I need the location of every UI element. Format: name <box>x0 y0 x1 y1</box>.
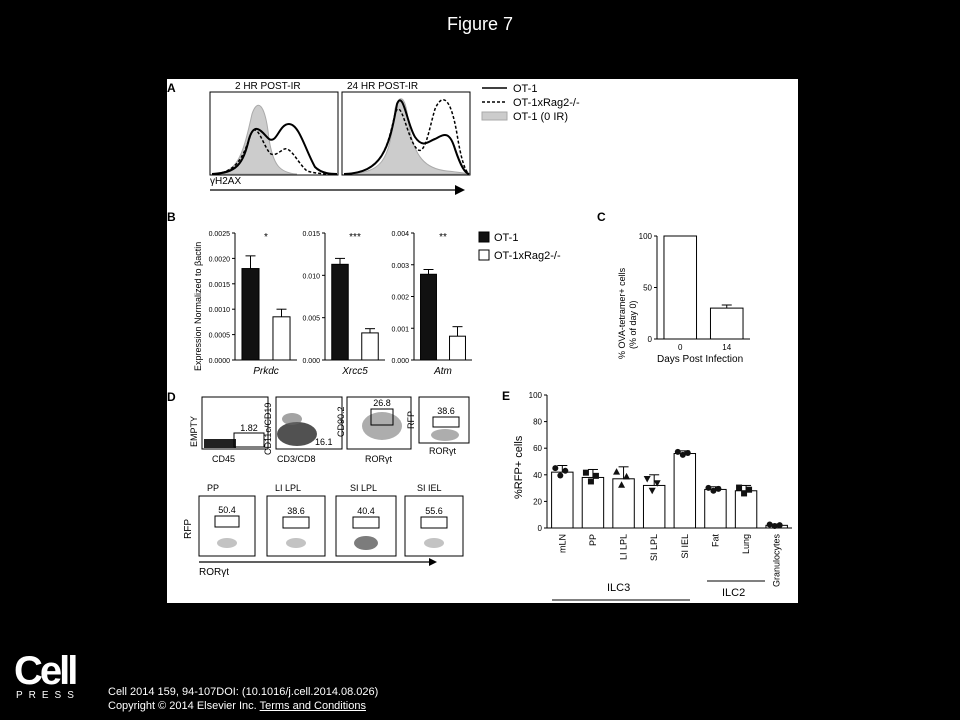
cell-press-logo <box>14 649 82 704</box>
group-label-ilc3: ILC3 <box>607 582 631 594</box>
panel-a-legend <box>482 83 580 123</box>
y-tick-label: 0.010 <box>302 273 320 281</box>
bar <box>332 264 349 360</box>
flow-plot-xlabel: RORγt <box>365 454 392 464</box>
legend-white-swatch <box>479 250 489 260</box>
panel-c-xlabel: Days Post Infection <box>657 354 744 365</box>
panel-b-label: B <box>167 210 176 224</box>
y-tick-label: 0.005 <box>302 315 320 323</box>
citation <box>108 685 378 713</box>
flow-plot <box>336 483 396 556</box>
figure-panel <box>167 79 798 603</box>
y-tick-label: 0.0015 <box>208 281 230 289</box>
x-tick-label: SI LPL <box>649 534 660 562</box>
data-point <box>746 487 752 493</box>
data-point <box>644 476 651 483</box>
legend-black-swatch <box>479 232 489 242</box>
bar <box>421 274 437 360</box>
gate-value: 40.4 <box>357 506 375 516</box>
panel-d-label: D <box>167 390 176 404</box>
x-tick-label: Lung <box>741 534 752 555</box>
panel-b-ylabel: Expression Normalized to βactin <box>193 241 203 371</box>
y-tick-label: 0.0020 <box>208 256 230 264</box>
data-point <box>675 449 681 455</box>
x-tick-label: 14 <box>722 343 732 352</box>
y-tick-label: 50 <box>643 283 652 293</box>
data-point <box>552 465 558 471</box>
y-tick-label: 0.0010 <box>208 307 230 315</box>
flow-cell-cluster <box>424 538 444 548</box>
bar <box>643 485 664 528</box>
histogram-gray-fill <box>212 105 297 174</box>
flow-plot <box>267 483 325 556</box>
flow-cell-cluster <box>277 422 317 446</box>
x-tick-label: SI IEL <box>679 534 690 559</box>
y-tick-label: 40 <box>533 470 542 480</box>
data-point <box>777 522 783 528</box>
y-tick-label: 60 <box>533 444 542 454</box>
flow-plot-title: SI LPL <box>350 483 378 493</box>
panel-a-plot2-title: 24 HR POST-IR <box>347 81 419 92</box>
significance-marker: ** <box>439 232 447 243</box>
legend-label-rag2: OT-1xRag2-/- <box>494 250 561 262</box>
flow-plot-xlabel: CD45 <box>212 454 236 464</box>
y-tick-label: 0.0025 <box>208 231 230 238</box>
flow-plot-ylabel: CD11c/CD19 <box>263 402 273 455</box>
data-point <box>557 472 563 478</box>
y-tick-label: 0 <box>647 335 652 344</box>
chart-atm <box>391 231 472 377</box>
copyright-text: Copyright © 2014 Elsevier Inc. <box>108 700 260 712</box>
data-point <box>736 485 742 491</box>
flow-cell-cluster <box>362 412 402 440</box>
y-tick-label: 100 <box>528 391 542 400</box>
data-point <box>583 470 589 476</box>
bar <box>362 333 379 360</box>
histogram-24hr <box>342 92 470 175</box>
flow-cell-cluster <box>282 413 302 425</box>
gate-value: 38.6 <box>437 406 455 416</box>
data-point <box>623 473 630 480</box>
gate-value: 55.6 <box>425 506 443 516</box>
chart-ova-tetramer <box>639 232 750 352</box>
panel-d-bottom-ylabel: RFP <box>183 519 194 539</box>
y-tick-label: 0.015 <box>302 231 320 238</box>
data-point <box>715 486 721 492</box>
bar <box>705 489 726 528</box>
flow-plot <box>405 483 463 556</box>
flow-plot-title: PP <box>207 483 220 493</box>
data-point <box>588 478 594 484</box>
bar <box>664 236 697 339</box>
bar <box>582 477 603 528</box>
chart-rfp-cells <box>529 391 792 587</box>
flow-plot <box>406 397 469 456</box>
flow-plot-ylabel: RFP <box>406 411 416 429</box>
histogram-2hr <box>210 92 338 175</box>
y-tick-label: 0.000 <box>391 358 409 365</box>
flow-plot <box>263 397 342 464</box>
flow-plot-xlabel: CD3/CD8 <box>277 454 316 464</box>
data-point <box>685 450 691 456</box>
chart-prkdc <box>209 231 297 377</box>
chart-xrcc5 <box>302 231 385 377</box>
panel-c-label: C <box>597 210 606 224</box>
panel-b-legend <box>479 232 561 262</box>
chart-title: Atm <box>434 366 452 377</box>
flow-plot <box>336 397 411 464</box>
bar <box>710 308 743 339</box>
panel-d-arrowhead <box>429 558 437 566</box>
x-tick-label: 0 <box>678 343 683 352</box>
legend-gray-swatch <box>482 112 507 120</box>
y-tick-label: 0.000 <box>302 358 320 365</box>
y-tick-label: 0.0005 <box>208 332 230 340</box>
data-point <box>593 473 599 479</box>
x-tick-label: mLN <box>557 534 568 554</box>
gate-value: 16.1 <box>315 437 333 447</box>
panel-e-label: E <box>502 389 511 403</box>
legend-label-0ir: OT-1 (0 IR) <box>513 111 569 123</box>
flow-gate <box>283 517 309 528</box>
data-point <box>613 468 620 475</box>
y-tick-label: 20 <box>533 497 542 507</box>
flow-cell-cluster <box>286 538 306 548</box>
flow-gate <box>234 433 264 447</box>
y-tick-label: 0.004 <box>391 231 409 238</box>
chart-title: Prkdc <box>253 366 279 377</box>
legend-label-ot1: OT-1 <box>494 232 519 244</box>
y-tick-label: 0.003 <box>391 262 409 270</box>
flow-cell-cluster <box>354 536 378 550</box>
data-point <box>705 485 711 491</box>
panel-d-bottom-xlabel: RORγt <box>199 567 229 578</box>
panel-a-plot1-title: 2 HR POST-IR <box>235 81 301 92</box>
gate-value: 26.8 <box>373 398 391 408</box>
significance-marker: *** <box>349 232 361 243</box>
group-label-ilc2: ILC2 <box>722 587 746 599</box>
flow-plot-title: LI LPL <box>275 483 302 493</box>
x-tick-label: PP <box>587 534 598 547</box>
citation-line1: Cell 2014 159, 94-107DOI: (10.1016/j.cell.2014.08.026) <box>108 686 379 698</box>
x-tick-label: Granulocytes <box>771 534 782 588</box>
figure-title: Figure 7 <box>446 14 514 34</box>
logo-sub: PRESS <box>16 690 80 701</box>
gate-value: 1.82 <box>240 423 258 433</box>
bar <box>552 472 573 528</box>
flow-gate <box>215 516 239 527</box>
bar <box>242 269 259 360</box>
panel-c-ylabel-2: (% of day 0) <box>628 300 638 349</box>
panel-e-ylabel: %RFP+ cells <box>513 435 525 499</box>
significance-marker: * <box>264 232 268 243</box>
flow-plot <box>199 483 255 556</box>
flow-cell-cluster <box>431 429 459 441</box>
panel-c-ylabel-1: % OVA-tetramer+ cells <box>617 267 627 359</box>
histogram-gray-fill <box>344 99 469 174</box>
citation-line2 <box>108 699 378 713</box>
flow-plot <box>189 397 268 464</box>
y-tick-label: 80 <box>533 417 542 427</box>
x-tick-label: LI LPL <box>618 534 629 561</box>
flow-plot-title: SI IEL <box>417 483 442 493</box>
legend-label-ot1: OT-1 <box>513 83 538 95</box>
flow-cell-cluster <box>217 538 237 548</box>
panel-a-xlabel: γH2AX <box>210 176 242 187</box>
flow-gate <box>353 517 379 528</box>
terms-link[interactable]: Terms and Conditions <box>259 700 366 712</box>
chart-title: Xrcc5 <box>342 366 368 377</box>
flow-plot-ylabel: CD90.2 <box>336 406 346 437</box>
logo-word: Cell <box>14 649 76 693</box>
flow-gate <box>433 417 459 427</box>
panel-a-arrowhead <box>455 185 465 195</box>
gate-value: 38.6 <box>287 506 305 516</box>
data-point <box>562 468 568 474</box>
gate-value: 50.4 <box>218 505 236 515</box>
bar <box>674 454 695 528</box>
panel-a-label: A <box>167 81 176 95</box>
x-tick-label: Fat <box>710 534 721 548</box>
y-tick-label: 0.001 <box>391 326 409 334</box>
flow-gate <box>421 517 447 528</box>
flow-cell-cluster <box>204 439 236 448</box>
bar <box>450 336 466 360</box>
flow-plot-xlabel: RORγt <box>429 446 456 456</box>
y-tick-label: 100 <box>638 232 652 241</box>
y-tick-label: 0.002 <box>391 294 409 302</box>
bar <box>273 317 290 360</box>
y-tick-label: 0 <box>537 524 542 533</box>
legend-label-rag2: OT-1xRag2-/- <box>513 97 580 109</box>
data-point <box>772 523 778 529</box>
y-tick-label: 0.0000 <box>208 358 230 365</box>
flow-plot-ylabel: EMPTY <box>189 415 199 447</box>
figure-svg <box>167 79 798 603</box>
